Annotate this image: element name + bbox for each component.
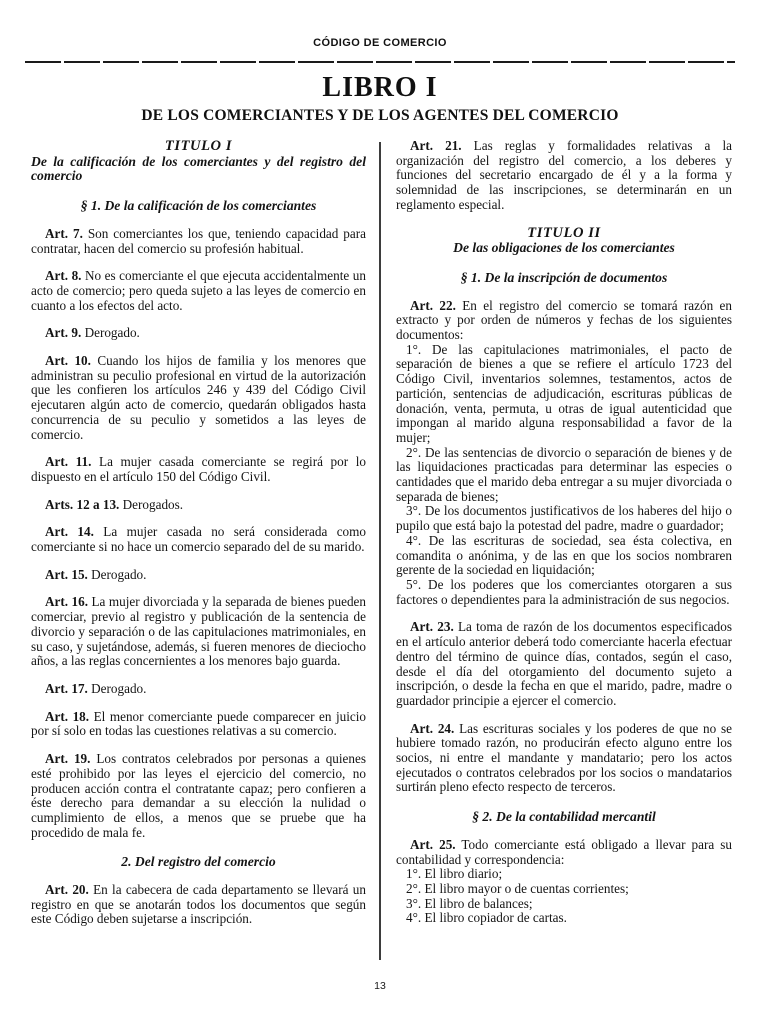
- section-heading: § 2. De la contabilidad mercantil: [472, 809, 656, 825]
- article-label: Art. 24.: [410, 720, 455, 736]
- article-text: En la cabecera de cada departamento se llevará un registro en que se anotarán todos los documentos que según este Código deben sujetarse a inscripción.: [31, 882, 366, 927]
- article-text: El menor comerciante puede comparecer en juicio por sí solo en todas las cuestiones relativas a su comercio.: [31, 708, 366, 739]
- article-text: Derogado.: [87, 566, 147, 582]
- article-label: Art. 23.: [410, 619, 454, 635]
- running-header: CÓDIGO DE COMERCIO: [313, 37, 447, 49]
- article-text: Cuando los hijos de familia y los menores que administran su peculio profesional en virtud de la autorización que les confieren los artículos 246 y 439 del Código Civil ejecutaren algún acto de comercio, quedarán obligados hasta concurrencia de su peculio y sometidos a las leyes de comercio.: [31, 353, 366, 442]
- column-divider-rule: [379, 142, 381, 960]
- article-paragraph: [31, 595, 366, 669]
- title-heading: TITULO II: [527, 224, 601, 241]
- article-text: La mujer casada no será considerada como comerciante si no hace un comercio separado del de su marido.: [31, 524, 366, 555]
- article-paragraph: [31, 752, 366, 840]
- article-text: La toma de razón de los documentos especificados en el artículo anterior deberá todo comerciante hacerla efectuar dentro del término de quince días, contados, según el caso, desde el día del otorgamiento del documento sujeto a inscripción, o desde la fecha en que el marido, padre, madre o guardador principie a ejercer el comercio.: [396, 619, 732, 708]
- section-heading: § 1. De la calificación de los comerciantes: [80, 198, 317, 214]
- book-title: LIBRO I: [322, 72, 438, 103]
- article-text: En el registro del comercio se tomará razón en extracto y por orden de números y fechas de los siguientes documentos:: [396, 297, 732, 343]
- article-text: Derogados.: [119, 496, 184, 512]
- article-label: Art. 16.: [45, 594, 89, 610]
- article-paragraph: [31, 525, 366, 554]
- book-subtitle: DE LOS COMERCIANTES Y DE LOS AGENTES DEL COMERCIO: [141, 107, 619, 124]
- article-label: Art. 20.: [45, 882, 89, 898]
- right-column: [396, 139, 732, 926]
- title-heading: TITULO I: [164, 138, 233, 154]
- section-heading: § 1. De la inscripción de documentos: [460, 269, 668, 285]
- article-text: Derogado.: [81, 325, 140, 341]
- article-label: Art. 7.: [45, 225, 83, 241]
- desc-heading: De la calificación de los comerciantes y del registro del comercio: [31, 153, 366, 184]
- list-item-paragraph: 1°. De las capitulaciones matrimoniales, el pacto de separación de bienes a que se refiere el artículo 1723 del Código Civil, inventarios solemnes, testamentos, actos de partición, sentencias de adjudicación, escrituras públicas de donación, venta, permuta, u otras de igual autenticidad que impongan al marido alguna responsabilidad a favor de la mujer;: [396, 341, 732, 445]
- article-paragraph: [31, 269, 366, 313]
- article-paragraph: [31, 568, 366, 583]
- article-paragraph: [31, 354, 366, 442]
- list-item-paragraph: 2°. El libro mayor o de cuentas corrientes;: [406, 880, 629, 896]
- list-item-paragraph: 2°. De las sentencias de divorcio o separación de bienes y de las liquidaciones practicadas para determinar las especies o cantidades que el marido deba entregar a su mujer divorciada o separada de bienes;: [396, 444, 732, 504]
- desc-heading: De las obligaciones de los comerciantes: [453, 240, 675, 256]
- article-text: Las escrituras sociales y los poderes de que no se hubiere tomado razón, no producirán efecto alguno entre los socios, ni entre el mandante y mandatario; pero los actos ejecutados o contratos celebrados por los socios o mandatarios surtirán pleno efecto respecto de terceros.: [396, 720, 732, 795]
- article-label: Art. 17.: [45, 680, 88, 696]
- article-paragraph: [396, 838, 732, 867]
- list-item-paragraph: 5°. De los poderes que los comerciantes otorgaren a sus factores o dependientes para la administración de sus negocios.: [396, 576, 732, 607]
- article-paragraph: [396, 299, 732, 343]
- article-label: Art. 14.: [45, 524, 94, 540]
- article-label: Art. 25.: [410, 836, 456, 852]
- article-paragraph: [31, 710, 366, 739]
- article-label: Art. 22.: [410, 297, 456, 313]
- article-text: Los contratos celebrados por personas a quienes esté prohibido por las leyes el ejercicio del comercio, no producen acción contra el contratante capaz; pero confieren a éste derecho para demandar a su elección la nulidad o cumplimiento de ellos, a menos que se pruebe que ha procedido de mala fe.: [31, 751, 366, 840]
- article-label: Art. 21.: [410, 138, 462, 153]
- article-paragraph: [31, 883, 366, 927]
- article-paragraph: [396, 722, 732, 796]
- section-heading: 2. Del registro del comercio: [121, 854, 276, 870]
- article-label: Art. 19.: [45, 751, 91, 767]
- left-column: [31, 139, 366, 927]
- article-text: Todo comerciante está obligado a llevar para su contabilidad y correspondencia:: [396, 836, 732, 867]
- article-label: Art. 8.: [45, 268, 82, 284]
- list-item-paragraph: 4°. El libro copiador de cartas.: [406, 910, 567, 926]
- article-label: Art. 18.: [45, 708, 90, 724]
- list-item-paragraph: 3°. De los documentos justificativos de los haberes del hijo o pupilo que está bajo la potestad del padre, madre o guardador;: [396, 503, 732, 534]
- article-text: No es comerciante el que ejecuta accidentalmente un acto de comercio; pero queda sujeto a las leyes de comercio en cuanto a los efectos del acto.: [31, 268, 366, 313]
- article-paragraph: [396, 620, 732, 708]
- header-rule: [25, 61, 735, 63]
- article-label: Art. 10.: [45, 353, 91, 369]
- list-item-paragraph: 4°. De las escrituras de sociedad, sea ésta colectiva, en comandita o anónima, y de las en que los socios nombraren gerente de la sociedad en liquidación;: [396, 532, 732, 578]
- article-label: Art. 9.: [45, 325, 82, 341]
- article-paragraph: [396, 139, 732, 213]
- article-text: La mujer casada comerciante se regirá por lo dispuesto en el artículo 150 del Código Civil.: [31, 454, 366, 484]
- article-text: Derogado.: [87, 680, 147, 696]
- article-paragraph: [31, 498, 366, 513]
- list-item-paragraph: 1°. El libro diario;: [406, 866, 503, 882]
- page-number: 13: [374, 980, 386, 992]
- article-label: Art. 11.: [45, 454, 92, 470]
- article-paragraph: [31, 326, 366, 341]
- article-text: La mujer divorciada y la separada de bienes pueden comerciar, previo al registro y publicación de la sentencia de divorcio y separación o de las capitulaciones matrimoniales, en su caso, y sujetándose, además, si fueren menores de dieciocho años, a las reglas concernientes a los menores bajo guarda.: [31, 594, 366, 669]
- article-paragraph: [31, 455, 366, 484]
- article-paragraph: [31, 227, 366, 256]
- article-text: Son comerciantes los que, teniendo capacidad para contratar, hacen del comercio su profesión habitual.: [31, 225, 366, 256]
- list-item-paragraph: 3°. El libro de balances;: [406, 895, 533, 911]
- article-label: Art. 15.: [45, 566, 88, 582]
- article-label: Arts. 12 a 13.: [45, 496, 120, 512]
- article-paragraph: [31, 682, 366, 697]
- article-text: Las reglas y formalidades relativas a la organización del registro del comercio, a los deberes y funciones del secretario encargado de él y a la forma y solemnidad de las inscripciones, se determinarán en un reglamento especial.: [396, 138, 732, 212]
